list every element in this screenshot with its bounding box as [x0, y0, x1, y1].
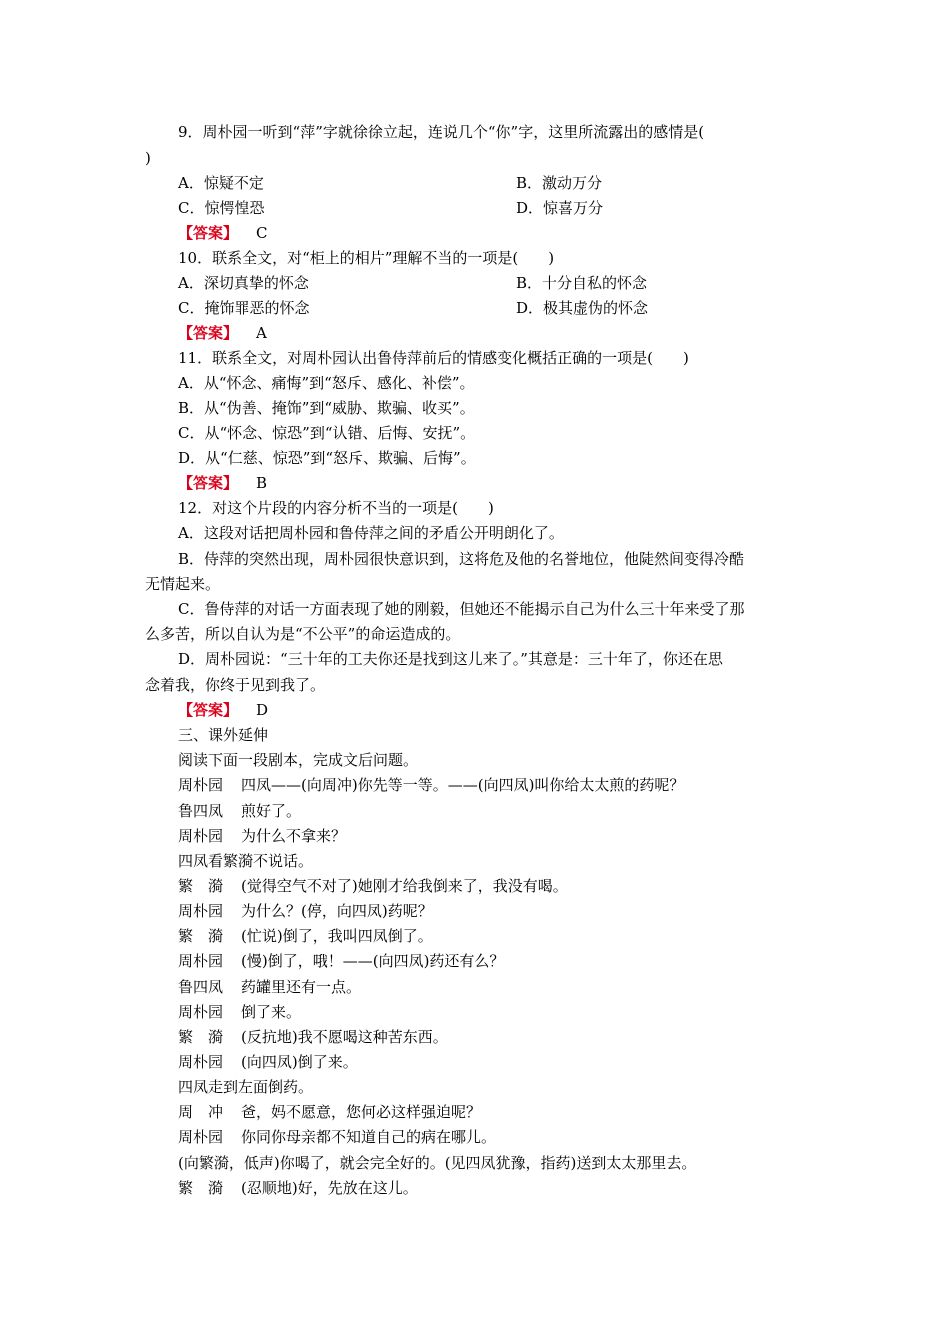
- q9-option-c: C．惊愕惶恐: [178, 199, 265, 217]
- speaker-name: 周朴园: [178, 902, 224, 920]
- script-line: [178, 1102, 481, 1122]
- script-line: [178, 1178, 418, 1198]
- q10-option-b: B．十分自私的怀念: [516, 274, 648, 292]
- dialogue-text: 你同你母亲都不知道自己的病在哪儿。: [241, 1128, 497, 1146]
- dialogue-text: (慢)倒了，哦！——(向四凤)药还有么？: [241, 952, 505, 970]
- script-line: [178, 1052, 358, 1072]
- script-line: [178, 926, 433, 946]
- q11-stem: 11．联系全文，对周朴园认出鲁侍萍前后的情感变化概括正确的一项是( ): [178, 349, 689, 367]
- q12-option-a: A．这段对话把周朴园和鲁侍萍之间的矛盾公开明朗化了。: [178, 524, 564, 542]
- q12-option-b-line1: B．侍萍的突然出现，周朴园很快意识到，这将危及他的名誉地位，他陡然间变得冷酷: [178, 550, 745, 568]
- speaker-name: 周朴园: [178, 1053, 224, 1071]
- speaker-name: 繁 漪: [178, 927, 224, 945]
- q11-option-b: B．从“伪善、掩饰”到“威胁、欺骗、收买”。: [178, 399, 475, 417]
- speaker-name: 周朴园: [178, 827, 224, 845]
- speaker-name: 周朴园: [178, 1128, 224, 1146]
- script-line: [178, 951, 504, 971]
- script-line: [178, 977, 361, 997]
- section-intro: 阅读下面一段剧本，完成文后问题。: [178, 751, 419, 769]
- script-line: [178, 876, 568, 896]
- script-line: [178, 826, 346, 846]
- script-line: [178, 1002, 301, 1022]
- q10-option-c: C．掩饰罪恶的怀念: [178, 299, 310, 317]
- dialogue-text: (反抗地)我不愿喝这种苦东西。: [241, 1028, 448, 1046]
- answer-tag: 【答案】: [178, 474, 239, 492]
- answer-value: B: [256, 474, 268, 492]
- speaker-name: 周朴园: [178, 952, 224, 970]
- speaker-name: 鲁四凤: [178, 978, 224, 996]
- speaker-name: 鲁四凤: [178, 802, 224, 820]
- section-heading: 三、课外延伸: [178, 726, 269, 744]
- dialogue-text: (忍顺地)好，先放在这儿。: [241, 1179, 418, 1197]
- speaker-name: 繁 漪: [178, 1179, 224, 1197]
- q12-option-b-line2: 无情起来。: [145, 575, 221, 593]
- answer-value: D: [256, 701, 269, 719]
- q12-stem: 12．对这个片段的内容分析不当的一项是( ): [178, 499, 494, 517]
- q9-stem-line2: ): [145, 149, 151, 167]
- q12-answer: [178, 700, 268, 720]
- script-line: [178, 1127, 496, 1147]
- dialogue-text: (觉得空气不对了)她刚才给我倒来了，我没有喝。: [241, 877, 568, 895]
- answer-tag: 【答案】: [178, 324, 239, 342]
- script-line: [178, 1027, 448, 1047]
- dialogue-text: 倒了来。: [241, 1003, 302, 1021]
- script-line: [178, 901, 433, 921]
- stage-direction: (向繁漪，低声)你喝了，就会完全好的。(见四凤犹豫，指药)送到太太那里去。: [178, 1154, 697, 1172]
- q12-option-c-line2: 么多苦，所以自认为是“不公平”的命运造成的。: [145, 625, 461, 643]
- q10-answer: [178, 323, 267, 343]
- q10-stem: 10．联系全文，对“柜上的相片”理解不当的一项是( ): [178, 249, 555, 267]
- answer-value: C: [256, 224, 268, 242]
- q11-option-c: C．从“怀念、惊恐”到“认错、后悔、安抚”。: [178, 424, 476, 442]
- dialogue-text: 药罐里还有一点。: [241, 978, 362, 996]
- q9-option-a: A．惊疑不定: [178, 174, 264, 192]
- script-line: [178, 775, 684, 795]
- q11-option-d: D．从“仁慈、惊恐”到“怒斥、欺骗、后悔”。: [178, 449, 476, 467]
- speaker-name: 周朴园: [178, 1003, 224, 1021]
- answer-tag: 【答案】: [178, 224, 239, 242]
- q10-option-a: A．深切真挚的怀念: [178, 274, 309, 292]
- q11-answer: [178, 473, 267, 493]
- speaker-name: 繁 漪: [178, 877, 224, 895]
- q9-option-b: B．激动万分: [516, 174, 603, 192]
- q9-option-d: D．惊喜万分: [516, 199, 604, 217]
- answer-tag: 【答案】: [178, 701, 239, 719]
- dialogue-text: (忙说)倒了，我叫四凤倒了。: [241, 927, 433, 945]
- q10-option-d: D．极其虚伪的怀念: [516, 299, 649, 317]
- dialogue-text: (向四凤)倒了来。: [241, 1053, 358, 1071]
- script-line: [178, 801, 301, 821]
- q12-option-c-line1: C．鲁侍萍的对话一方面表现了她的刚毅，但她还不能揭示自己为什么三十年来受了那: [178, 600, 745, 618]
- q9-stem-line1: 9．周朴园一听到“萍”字就徐徐立起，连说几个“你”字，这里所流露出的感情是(: [178, 123, 705, 141]
- dialogue-text: 四凤——(向周冲)你先等一等。——(向四凤)叫你给太太煎的药呢？: [241, 776, 685, 794]
- stage-direction: 四凤看繁漪不说话。: [178, 852, 314, 870]
- dialogue-text: 煎好了。: [241, 802, 302, 820]
- speaker-name: 周 冲: [178, 1103, 224, 1121]
- speaker-name: 繁 漪: [178, 1028, 224, 1046]
- dialogue-text: 为什么？(停，向四凤)药呢？: [241, 902, 433, 920]
- answer-value: A: [256, 324, 267, 342]
- dialogue-text: 爸，妈不愿意，您何必这样强迫呢？: [241, 1103, 482, 1121]
- q11-option-a: A．从“怀念、痛悔”到“怒斥、感化、补偿”。: [178, 374, 475, 392]
- q9-answer: [178, 223, 268, 243]
- dialogue-text: 为什么不拿来？: [241, 827, 347, 845]
- q12-option-d-line1: D．周朴园说：“三十年的工夫你还是找到这儿来了。”其意是：三十年了，你还在思: [178, 650, 723, 668]
- speaker-name: 周朴园: [178, 776, 224, 794]
- q12-option-d-line2: 念着我，你终于见到我了。: [145, 676, 326, 694]
- stage-direction: 四凤走到左面倒药。: [178, 1078, 314, 1096]
